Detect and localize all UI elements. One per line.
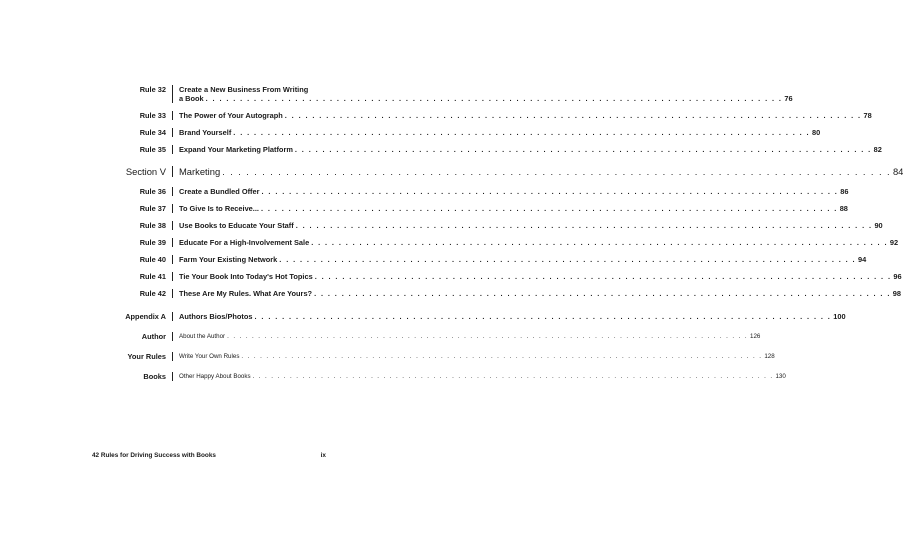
leader-dots [206, 94, 783, 103]
toc-label: Rule 39 [139, 238, 166, 247]
toc-title: To Give Is to Receive... [179, 204, 259, 213]
toc-entry-rule-41[interactable] [92, 272, 902, 281]
leader-dots [296, 221, 873, 230]
divider [172, 332, 173, 341]
leader-dots [314, 289, 891, 298]
divider [172, 111, 173, 120]
divider [172, 352, 173, 361]
toc-entry-rule-36[interactable] [92, 187, 849, 196]
divider [172, 204, 173, 213]
page-footer [92, 452, 326, 459]
toc-entry-appendix-a[interactable] [92, 312, 846, 321]
divider [172, 187, 173, 196]
leader-dots [222, 166, 891, 177]
toc-page: 82 [873, 145, 882, 154]
toc-entry-rule-42[interactable] [92, 289, 902, 298]
toc-page: 92 [889, 238, 899, 247]
toc-label: Rule 42 [139, 289, 166, 298]
toc-label: Rule 35 [139, 145, 166, 154]
toc-label: Rule 40 [139, 255, 166, 264]
toc-title: About the Author [179, 333, 226, 340]
toc-page: 96 [893, 272, 902, 281]
toc-title: These Are My Rules. What Are Yours? [179, 289, 313, 298]
toc-label: Rule 33 [139, 111, 166, 120]
leader-dots [241, 352, 762, 361]
toc-entry-rule-32[interactable] [92, 85, 793, 103]
toc-page: 100 [833, 312, 846, 321]
divider [172, 128, 173, 137]
toc-title: Write Your Own Rules [179, 353, 240, 360]
toc-title: The Power of Your Autograph [179, 111, 283, 120]
toc-page: 88 [839, 204, 848, 213]
toc-title: Tie Your Book Into Today's Hot Topics [179, 272, 313, 281]
toc-section-title: Marketing [179, 166, 221, 177]
leader-dots [285, 111, 862, 120]
toc-page: 76 [784, 94, 793, 103]
toc-page: 84 [892, 166, 903, 177]
toc-title: Other Happy About Books [179, 373, 251, 380]
toc-label: Rule 38 [139, 221, 166, 230]
toc-label: Rule 32 [139, 85, 166, 94]
toc-entry-section-v[interactable] [92, 166, 903, 177]
toc-page: 126 [750, 333, 761, 340]
toc-title: Authors Bios/Photos [179, 312, 253, 321]
leader-dots [262, 187, 839, 196]
divider [172, 166, 173, 177]
divider [172, 289, 173, 298]
divider [172, 221, 173, 230]
toc-label: Books [143, 372, 166, 381]
toc-page: 80 [812, 128, 821, 137]
toc-page: 128 [764, 353, 775, 360]
leader-dots [315, 272, 892, 281]
toc-title: Brand Yourself [179, 128, 232, 137]
leader-dots [279, 255, 856, 264]
divider [172, 238, 173, 247]
toc-title: Create a Bundled Offer [179, 187, 260, 196]
toc-page: 94 [858, 255, 867, 264]
leader-dots [255, 312, 832, 321]
leader-dots [253, 372, 774, 381]
divider [172, 255, 173, 264]
divider [172, 272, 173, 281]
toc-title: Expand Your Marketing Platform [179, 145, 293, 154]
footer-page-number: ix [320, 452, 326, 459]
divider [172, 145, 173, 154]
leader-dots [261, 204, 838, 213]
footer-book-title: 42 Rules for Driving Success with Books [92, 452, 216, 459]
leader-dots [295, 145, 872, 154]
table-of-contents [92, 85, 903, 381]
leader-dots [311, 238, 888, 247]
divider [172, 85, 173, 103]
toc-entry-author[interactable] [92, 332, 761, 341]
toc-label: Rule 37 [139, 204, 166, 213]
toc-entry-your-rules[interactable] [92, 352, 775, 361]
toc-entry-rule-38[interactable] [92, 221, 883, 230]
toc-section-label: Section V [125, 166, 166, 177]
toc-page: 130 [775, 373, 786, 380]
toc-page: 86 [840, 187, 849, 196]
toc-entry-rule-35[interactable] [92, 145, 882, 154]
toc-label: Your Rules [127, 352, 166, 361]
divider [172, 312, 173, 321]
toc-label: Rule 34 [139, 128, 166, 137]
toc-label: Rule 41 [139, 272, 166, 281]
toc-title-continued: a Book [179, 94, 204, 103]
toc-page: 90 [874, 221, 883, 230]
toc-entry-rule-39[interactable] [92, 238, 899, 247]
toc-page: 78 [863, 111, 872, 120]
toc-page: 98 [892, 289, 902, 298]
toc-entry-rule-37[interactable] [92, 204, 848, 213]
toc-label: Appendix A [125, 312, 166, 321]
toc-title: Educate For a High-Involvement Sale [179, 238, 310, 247]
toc-title: Create a New Business From Writing [179, 85, 309, 94]
leader-dots [233, 128, 810, 137]
toc-entry-rule-40[interactable] [92, 255, 867, 264]
leader-dots [227, 332, 748, 341]
toc-entry-rule-34[interactable] [92, 128, 821, 137]
divider [172, 372, 173, 381]
toc-entry-books[interactable] [92, 372, 786, 381]
toc-label: Author [141, 332, 166, 341]
toc-entry-rule-33[interactable] [92, 111, 872, 120]
toc-title: Farm Your Existing Network [179, 255, 278, 264]
toc-title: Use Books to Educate Your Staff [179, 221, 294, 230]
toc-label: Rule 36 [139, 187, 166, 196]
